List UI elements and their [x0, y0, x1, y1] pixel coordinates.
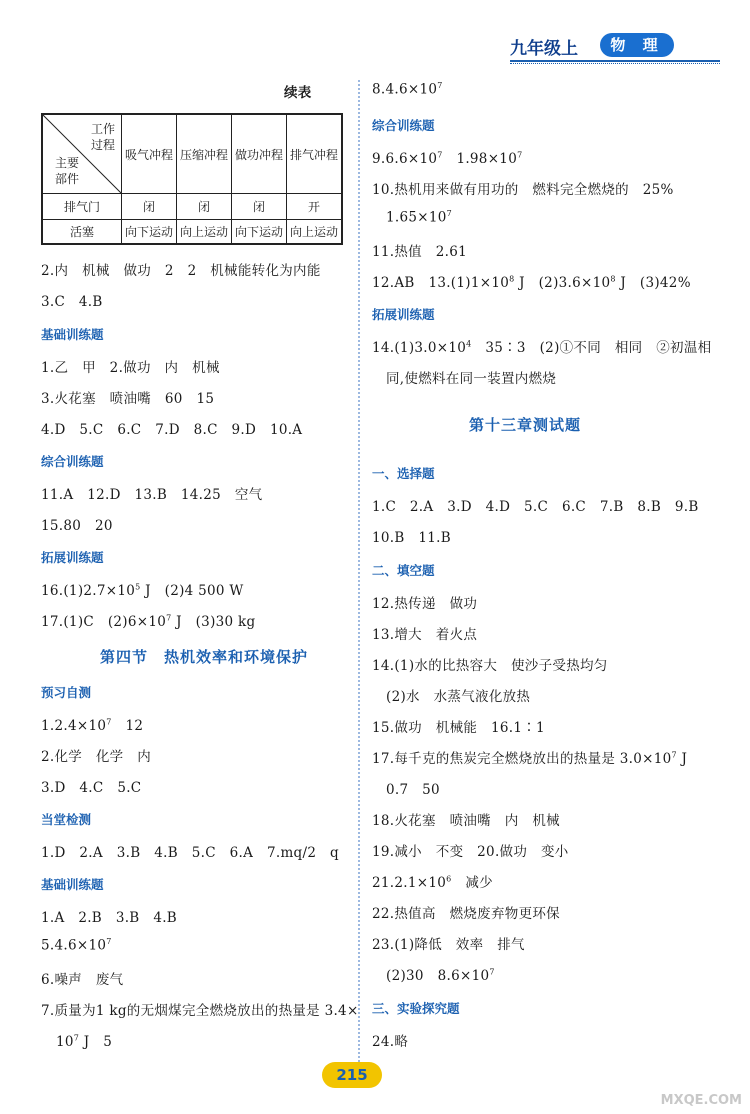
answer-line	[372, 147, 522, 167]
exponent: 7	[437, 150, 443, 160]
section-heading: 当堂检测	[41, 812, 92, 827]
text: 21.2.1×10	[372, 875, 447, 891]
exponent: 7	[166, 613, 172, 623]
row-label: 活塞	[42, 220, 122, 244]
section-heading: 综合训练题	[372, 118, 435, 133]
exponent: 7	[73, 1033, 80, 1043]
section-heading: 拓展训练题	[41, 550, 104, 565]
answer-line: 15.做功 机械能 16.1∶1	[372, 720, 545, 736]
answer-line: 11.热值 2.61	[372, 244, 468, 260]
header-rule-dotted	[510, 63, 720, 64]
text: 17.每千克的焦炭完全燃烧放出的热量是 3.0×10	[372, 751, 672, 767]
continued-label: 续表	[284, 85, 312, 101]
text: 10	[56, 1034, 74, 1050]
section-heading: 拓展训练题	[372, 307, 435, 322]
stroke-table	[41, 113, 343, 245]
exponent: 5	[135, 582, 141, 592]
answer-line: 3.D 4.C 5.C	[41, 780, 142, 796]
table-cell: 向下运动	[231, 220, 286, 244]
answer-line	[372, 871, 493, 891]
section-title: 第十三章测试题	[469, 416, 582, 434]
text: 16.(1)2.7×10	[41, 583, 136, 599]
text: J (2)3.6×10	[514, 275, 611, 291]
answer-line	[386, 964, 495, 984]
exponent: 7	[437, 81, 443, 90]
exponent: 4	[466, 339, 472, 349]
text: 1.2.4×10	[41, 718, 107, 734]
answer-line: 1.D 2.A 3.B 4.B 5.C 6.A 7.mq/2 q	[41, 845, 339, 861]
section-heading: 基础训练题	[41, 877, 104, 892]
answer-line: 24.略	[372, 1034, 409, 1050]
exponent: 7	[517, 150, 523, 160]
answer-line: 1.乙 甲 2.做功 内 机械	[41, 360, 220, 376]
table-cell: 向上运动	[286, 220, 342, 244]
answer-line	[41, 937, 112, 954]
corner-top-2: 过程	[90, 138, 115, 152]
exponent: 7	[489, 967, 495, 977]
exponent: 8	[509, 274, 515, 284]
row-label: 排气门	[42, 194, 122, 220]
answer-line: 15.80 20	[41, 518, 113, 534]
answer-line: 19.减小 不变 20.做功 变小	[372, 844, 569, 860]
exponent: 7	[106, 717, 112, 727]
text: J	[676, 751, 688, 767]
text: 12	[111, 718, 144, 734]
header-rule	[510, 60, 720, 62]
table-cell: 向上运动	[176, 220, 231, 244]
table-row	[42, 220, 342, 244]
text: 12.AB 13.(1)1×10	[372, 275, 510, 291]
table-cell: 闭	[176, 194, 231, 220]
section-heading: 预习自测	[41, 685, 92, 700]
exponent: 7	[446, 209, 453, 218]
answer-line: 13.增大 着火点	[372, 627, 478, 643]
corner-top-1: 工作	[90, 122, 115, 136]
answer-line: 7.质量为1 kg的无烟煤完全燃烧放出的热量是 3.4×	[41, 1003, 359, 1019]
section-heading: 基础训练题	[41, 327, 104, 342]
answer-line	[372, 747, 687, 767]
grade-label: 九年级上	[510, 39, 578, 59]
text: 9.6.6×10	[372, 151, 438, 167]
text: 17.(1)C (2)6×10	[41, 614, 167, 630]
answer-line: 10.热机用来做有用功的 燃料完全燃烧的 25%	[372, 182, 674, 198]
table-cell: 向下运动	[122, 220, 177, 244]
answer-line	[386, 209, 452, 226]
corner-bottom-1: 主要	[55, 156, 80, 170]
text: 减少	[451, 875, 493, 891]
section-heading: 二、填空题	[372, 563, 435, 578]
table-cell: 开	[286, 194, 342, 220]
text: 14.(1)3.0×10	[372, 340, 467, 356]
column-header: 压缩冲程	[176, 114, 231, 194]
text: J (2)4 500 W	[140, 583, 244, 599]
table-cell: 闭	[231, 194, 286, 220]
answer-line: 11.A 12.D 13.B 14.25 空气	[41, 487, 263, 503]
answer-line	[372, 271, 691, 291]
text: 1.98×10	[442, 151, 518, 167]
corner-bottom-2: 部件	[55, 172, 80, 186]
answer-line: 10.B 11.B	[372, 530, 451, 546]
section-heading: 综合训练题	[41, 454, 104, 469]
text: J 5	[79, 1034, 113, 1050]
answer-line: 同,使燃料在同一装置内燃烧	[386, 371, 557, 387]
answer-line: 3.C 4.B	[41, 294, 103, 310]
exponent: 7	[671, 750, 677, 760]
answer-line: 6.噪声 废气	[41, 972, 124, 988]
page-number: 215	[322, 1062, 382, 1088]
answer-line: 0.7 50	[386, 782, 440, 798]
answer-line	[41, 714, 143, 734]
text: 35∶3 (2)①不同 相同 ②初温相	[471, 340, 712, 356]
answer-line: 23.(1)降低 效率 排气	[372, 937, 525, 953]
table-row	[42, 194, 342, 220]
table-cell: 闭	[122, 194, 177, 220]
column-header: 吸气冲程	[122, 114, 177, 194]
column-divider	[358, 80, 360, 1070]
answer-line	[372, 81, 443, 98]
answer-line	[41, 579, 244, 599]
answer-line: 4.D 5.C 6.C 7.D 8.C 9.D 10.A	[41, 422, 303, 438]
answer-line: 22.热值高 燃烧废弃物更环保	[372, 906, 560, 922]
section-heading: 一、选择题	[372, 466, 435, 481]
answer-line: 1.A 2.B 3.B 4.B	[41, 910, 178, 926]
answer-line: 12.热传递 做功	[372, 596, 478, 612]
text: 5.4.6×10	[41, 937, 107, 954]
answer-line	[41, 610, 255, 630]
text: 1.65×10	[386, 209, 447, 226]
table-corner-cell	[42, 114, 122, 194]
text: J (3)42%	[615, 275, 691, 291]
answer-line	[372, 336, 711, 356]
answer-line	[56, 1030, 112, 1050]
section-heading: 三、实验探究题	[372, 1001, 460, 1016]
answer-line: 2.化学 化学 内	[41, 749, 152, 765]
text: J (3)30 kg	[171, 614, 256, 630]
exponent: 7	[106, 937, 112, 946]
answer-line: 14.(1)水的比热容大 使沙子受热均匀	[372, 658, 608, 674]
exponent: 6	[446, 874, 452, 884]
subject-badge: 物 理	[600, 33, 674, 57]
text: (2)30 8.6×10	[386, 968, 490, 984]
answer-line: 1.C 2.A 3.D 4.D 5.C 6.C 7.B 8.B 9.B	[372, 499, 699, 515]
answer-line: 2.内 机械 做功 2 2 机械能转化为内能	[41, 263, 321, 279]
text: 8.4.6×10	[372, 81, 438, 98]
column-header: 做功冲程	[231, 114, 286, 194]
watermark: MXQE.COM	[660, 1093, 742, 1108]
answer-line: (2)水 水蒸气液化放热	[386, 689, 531, 705]
answer-line: 18.火花塞 喷油嘴 内 机械	[372, 813, 560, 829]
exponent: 8	[610, 274, 616, 284]
column-header: 排气冲程	[286, 114, 342, 194]
section-title: 第四节 热机效率和环境保护	[100, 648, 309, 666]
answer-line: 3.火花塞 喷油嘴 60 15	[41, 391, 215, 407]
